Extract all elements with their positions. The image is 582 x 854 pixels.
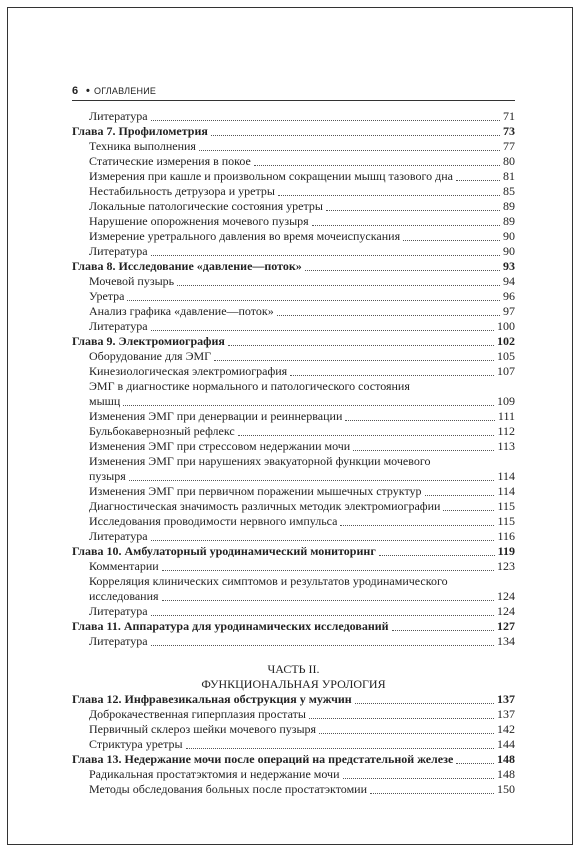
toc-entry[interactable]	[72, 214, 515, 229]
toc-entry-title: Литература	[89, 319, 148, 333]
toc-entry-page: 102	[497, 334, 515, 348]
dot-leader	[123, 401, 494, 406]
dot-leader	[309, 714, 494, 719]
toc-chapter-entry[interactable]	[72, 124, 515, 139]
dot-leader	[456, 176, 500, 181]
dot-leader	[305, 266, 500, 271]
toc-group	[72, 484, 515, 574]
toc-entry[interactable]	[72, 169, 515, 184]
toc-entry-page: 137	[497, 692, 515, 706]
part-title: ФУНКЦИОНАЛЬНАЯ УРОЛОГИЯ	[201, 677, 386, 691]
toc-entry-title: Глава 13. Недержание мочи после операций на предстательной железе	[72, 752, 454, 766]
dot-leader	[127, 296, 500, 301]
header-rule	[72, 100, 515, 101]
dot-leader	[214, 356, 494, 361]
toc-entry-page: 89	[503, 199, 515, 213]
toc-entry[interactable]	[72, 199, 515, 214]
toc-entry-page: 100	[497, 319, 515, 333]
toc-entry-page: 90	[503, 229, 515, 243]
toc-entry[interactable]	[72, 767, 515, 782]
toc-entry-page: 97	[503, 304, 515, 318]
dot-leader	[254, 161, 500, 166]
toc-entry[interactable]	[72, 439, 515, 454]
toc-entry-title: Комментарии	[89, 559, 159, 573]
toc-entry-page: 93	[503, 259, 515, 273]
dot-leader	[312, 221, 500, 226]
toc-entry[interactable]	[72, 304, 515, 319]
toc-entry[interactable]	[72, 364, 515, 379]
toc-entry-title: Литература	[89, 604, 148, 618]
toc-entry-page: 90	[503, 244, 515, 258]
toc-entry-title: Стриктура уретры	[89, 737, 183, 751]
toc-entry-page: 112	[497, 424, 515, 438]
toc-entry-title-line1: Корреляция клинических симптомов и результатов уродинамического	[89, 574, 448, 588]
part-label: ЧАСТЬ II.	[267, 662, 320, 676]
toc-entry-title: Литература	[89, 529, 148, 543]
toc-entry[interactable]	[72, 722, 515, 737]
toc-entry-title-line2: пузыря	[89, 469, 126, 483]
toc-entry-page: 85	[503, 184, 515, 198]
dot-leader	[290, 371, 494, 376]
dot-leader	[151, 116, 500, 121]
toc-entry-page: 134	[497, 634, 515, 648]
toc-entry-page: 137	[497, 707, 515, 721]
toc-entry[interactable]	[72, 529, 515, 544]
toc-entry-page: 123	[497, 559, 515, 573]
toc-entry-page: 148	[497, 767, 515, 781]
toc-entry-title: Исследования проводимости нервного импульса	[89, 514, 338, 528]
dot-leader	[151, 326, 494, 331]
toc-entry-title: Изменения ЭМГ при стрессовом недержании мочи	[89, 439, 351, 453]
toc-entry[interactable]	[72, 244, 515, 259]
toc-entry-title: Мочевой пузырь	[89, 274, 175, 288]
dot-leader	[162, 596, 494, 601]
dot-leader	[379, 551, 495, 556]
toc-entry-page: 114	[497, 484, 515, 498]
toc-entry-title: Нарушение опорожнения мочевого пузыря	[89, 214, 309, 228]
dot-leader	[370, 789, 494, 794]
toc-entry-title: Изменения ЭМГ при первичном поражении мышечных структур	[89, 484, 422, 498]
toc-entry-title: Кинезиологическая электромиография	[89, 364, 288, 378]
toc-entry-title: Литература	[89, 244, 148, 258]
toc-entry[interactable]	[72, 484, 515, 499]
toc-entry[interactable]	[72, 514, 515, 529]
toc-entry-page: 127	[497, 619, 515, 633]
toc-entry-page: 114	[497, 469, 515, 483]
toc-entry-title: Бульбокавернозный рефлекс	[89, 424, 235, 438]
toc-chapter-entry[interactable]	[72, 334, 515, 349]
toc-entry-page: 113	[497, 439, 515, 453]
toc-entry-page: 144	[497, 737, 515, 751]
toc-entry[interactable]	[72, 184, 515, 199]
dot-leader	[238, 431, 495, 436]
toc-entry[interactable]	[72, 559, 515, 574]
dot-leader	[177, 281, 500, 286]
dot-leader	[403, 236, 500, 241]
toc-entry-title: Анализ графика «давление—поток»	[89, 304, 274, 318]
dot-leader	[443, 506, 494, 511]
dot-leader	[456, 759, 494, 764]
toc-group	[72, 604, 515, 649]
toc-entry-page: 115	[497, 499, 515, 513]
toc-entry-page: 150	[497, 782, 515, 796]
toc-entry-title: Измерения при кашле и произвольном сокращении мышц тазового дна	[89, 169, 453, 183]
toc-entry-title: Глава 11. Аппаратура для уродинамических исследований	[72, 619, 389, 633]
toc-chapter-entry[interactable]	[72, 619, 515, 634]
page-header	[72, 85, 515, 99]
toc-entry-page: 89	[503, 214, 515, 228]
toc-entry-title: Глава 7. Профилометрия	[72, 124, 208, 138]
toc-chapter-entry[interactable]	[72, 692, 515, 707]
toc-entry-title: Локальные патологические состояния уретры	[89, 199, 323, 213]
toc-entry[interactable]	[72, 634, 515, 649]
toc-entry-title: Радикальная простатэктомия и недержание мочи	[89, 767, 340, 781]
toc-entry-title-line1: Изменения ЭМГ при нарушениях эвакуаторной функции мочевого	[89, 454, 431, 468]
dot-leader	[129, 476, 495, 481]
dot-leader	[340, 521, 494, 526]
toc-entry-wrapped[interactable]	[72, 454, 515, 484]
toc-group	[72, 692, 515, 797]
dot-leader	[355, 699, 494, 704]
toc-entry-page: 116	[497, 529, 515, 543]
toc-entry-page: 105	[497, 349, 515, 363]
toc-chapter-entry[interactable]	[72, 544, 515, 559]
toc-group	[72, 109, 515, 379]
toc-entry-title: Статические измерения в покое	[89, 154, 251, 168]
toc-entry-title: Первичный склероз шейки мочевого пузыря	[89, 722, 317, 736]
toc-entry-title: Глава 9. Электромиография	[72, 334, 225, 348]
toc-entry[interactable]	[72, 109, 515, 124]
toc-entry-page: 94	[503, 274, 515, 288]
dot-leader	[228, 341, 494, 346]
dot-leader	[199, 146, 500, 151]
toc-entry-page: 80	[503, 154, 515, 168]
toc-entry-page: 109	[497, 394, 515, 408]
page-number: 6	[72, 85, 79, 97]
dot-leader	[151, 536, 495, 541]
toc-entry-page: 124	[497, 604, 515, 618]
toc-entry[interactable]	[72, 274, 515, 289]
dot-leader	[278, 191, 500, 196]
toc-entry-page: 71	[503, 109, 515, 123]
toc-entry-title: Оборудование для ЭМГ	[89, 349, 212, 363]
toc-entry-title: Измерение уретрального давления во время мочеиспускания	[89, 229, 401, 243]
toc-entry-page: 119	[497, 544, 515, 558]
toc-entry-title: Глава 8. Исследование «давление—поток»	[72, 259, 302, 273]
toc-entry[interactable]	[72, 707, 515, 722]
dot-leader	[277, 311, 500, 316]
running-title: ОГЛАВЛЕНИЕ	[94, 86, 157, 96]
toc-entry[interactable]	[72, 289, 515, 304]
toc-entry-title: Диагностическая значимость различных методик электромиографии	[89, 499, 441, 513]
dot-leader	[319, 729, 494, 734]
header-bullet: •	[86, 85, 90, 97]
toc-entry-wrapped[interactable]	[72, 574, 515, 604]
dot-leader	[151, 611, 494, 616]
dot-leader	[392, 626, 494, 631]
toc-entry-title: Доброкачественная гиперплазия простаты	[89, 707, 306, 721]
toc-entry-page: 77	[503, 139, 515, 153]
toc-chapter-entry[interactable]	[72, 259, 515, 274]
toc-entry[interactable]	[72, 349, 515, 364]
toc-entry-title: Методы обследования больных после простатэктомии	[89, 782, 368, 796]
toc-entry-page: 148	[497, 752, 515, 766]
toc-entry[interactable]	[72, 424, 515, 439]
toc-entry-title: Глава 10. Амбулаторный уродинамический мониторинг	[72, 544, 376, 558]
toc-entry-title-line2: мышц	[89, 394, 121, 408]
dot-leader	[353, 446, 494, 451]
dot-leader	[186, 744, 494, 749]
toc-entry-page: 73	[503, 124, 515, 138]
dot-leader	[151, 251, 500, 256]
toc-entry-title-line1: ЭМГ в диагностике нормального и патологического состояния	[89, 379, 410, 393]
toc-entry-title: Изменения ЭМГ при денервации и реиннервации	[89, 409, 343, 423]
toc-entry-title: Уретра	[89, 289, 125, 303]
dot-leader	[151, 641, 494, 646]
dot-leader	[211, 131, 500, 136]
dot-leader	[425, 491, 495, 496]
dot-leader	[162, 566, 494, 571]
toc-entry[interactable]	[72, 737, 515, 752]
dot-leader	[343, 774, 494, 779]
toc-entry-title: Глава 12. Инфравезикальная обструкция у мужчин	[72, 692, 352, 706]
dot-leader	[326, 206, 500, 211]
toc-entry[interactable]	[72, 319, 515, 334]
toc-entry-page: 142	[497, 722, 515, 736]
toc-entry[interactable]	[72, 499, 515, 514]
table-of-contents	[72, 109, 515, 797]
toc-entry[interactable]	[72, 139, 515, 154]
toc-entry-page: 81	[503, 169, 515, 183]
toc-entry-page: 96	[503, 289, 515, 303]
toc-entry-title-line2: исследования	[89, 589, 159, 603]
toc-entry[interactable]	[72, 604, 515, 619]
toc-entry[interactable]	[72, 229, 515, 244]
toc-group	[72, 409, 515, 454]
toc-entry[interactable]	[72, 409, 515, 424]
toc-entry-wrapped[interactable]	[72, 379, 515, 409]
toc-entry-title: Литература	[89, 634, 148, 648]
toc-chapter-entry[interactable]	[72, 752, 515, 767]
toc-entry-page: 115	[497, 514, 515, 528]
toc-entry-page: 124	[497, 589, 515, 603]
toc-entry-title: Литература	[89, 109, 148, 123]
toc-entry-title: Нестабильность детрузора и уретры	[89, 184, 275, 198]
toc-entry-page: 111	[497, 409, 515, 423]
toc-entry[interactable]	[72, 154, 515, 169]
dot-leader	[345, 416, 495, 421]
toc-entry[interactable]	[72, 782, 515, 797]
toc-entry-page: 107	[497, 364, 515, 378]
toc-entry-title: Техника выполнения	[89, 139, 196, 153]
